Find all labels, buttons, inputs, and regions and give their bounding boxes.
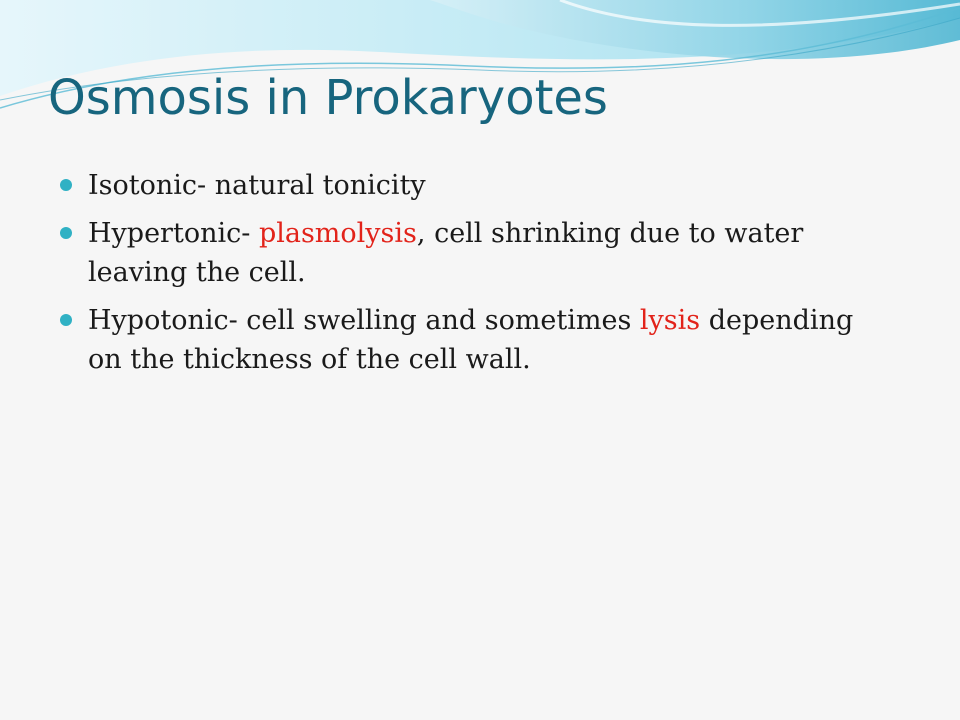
slide-title: Osmosis in Prokaryotes — [48, 70, 608, 126]
highlight-term-lysis: lysis — [639, 305, 701, 336]
bullet-text-after: depending on the thickness of the cell wall. — [88, 305, 854, 375]
bullet-text-before: Hypertonic- — [88, 218, 259, 249]
bullet-dot-icon — [60, 227, 72, 239]
bullet-text-before: Hypotonic- cell swelling and sometimes — [88, 305, 640, 336]
bullet-text-after: , cell shrinking due to water leaving the cell. — [88, 218, 804, 288]
bullet-dot-icon — [60, 314, 72, 326]
bullet-text: Isotonic- natural tonicity — [88, 170, 426, 201]
bullet-item-hypertonic — [60, 214, 880, 292]
bullet-item-hypotonic — [60, 301, 880, 379]
bullet-item-isotonic — [60, 166, 880, 205]
bullet-list — [60, 166, 880, 388]
bullet-dot-icon — [60, 179, 72, 191]
highlight-term-plasmolysis: plasmolysis — [258, 218, 417, 249]
